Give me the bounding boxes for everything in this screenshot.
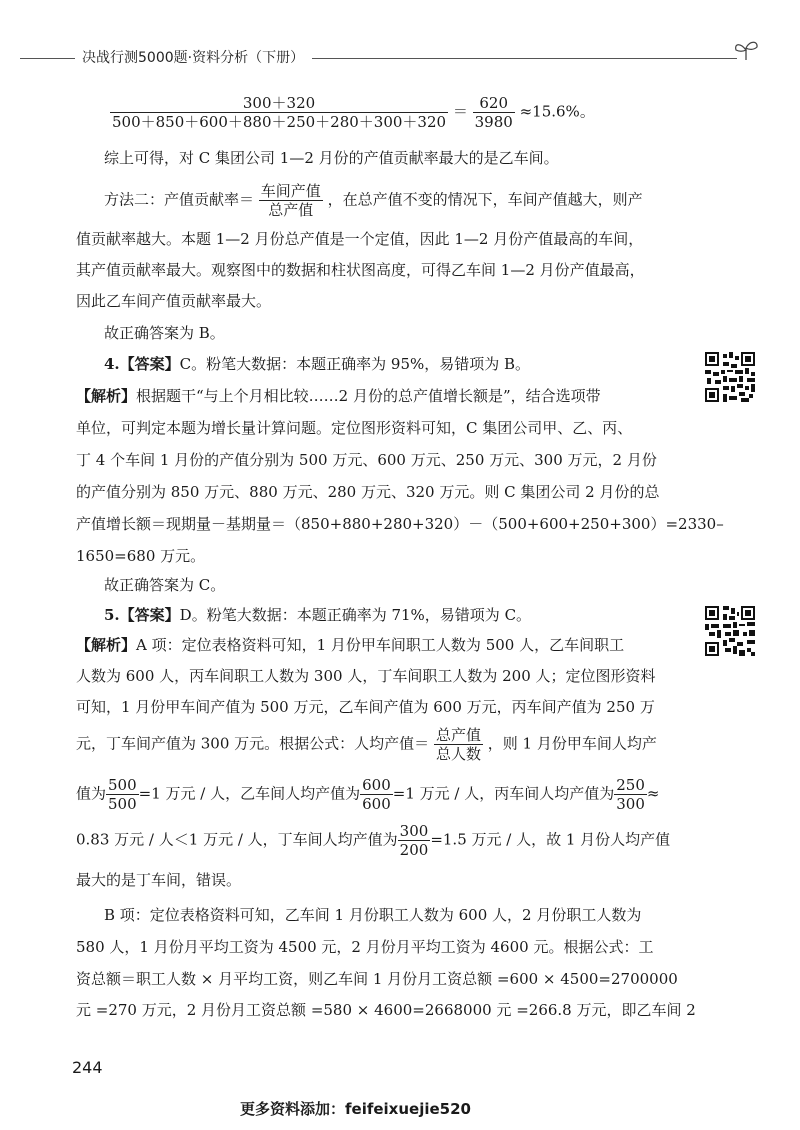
answer-label: 5.【答案】 [104,606,180,624]
text-span: ，则 1 月份甲车间人均产 [487,734,657,753]
sprout-icon [732,38,760,62]
answer-line-5 [104,605,531,625]
text-line: 综上可得，对 C 集团公司 1—2 月份的产值贡献率最大的是乙车间。 [104,149,559,167]
text-span: 根据题干“与上个月相比较……2 月份的总产值增长额是”，结合选项带 [136,387,601,405]
fraction-denominator: 600 [362,795,391,813]
text-span: A 项：定位表格资料可知，1 月份甲车间职工人数为 500 人，乙车间职工 [136,636,625,654]
fraction-main [110,94,448,131]
qr-code-icon[interactable] [705,606,755,656]
text-line: B 项：定位表格资料可知，乙车间 1 月份职工人数为 600 人，2 月份职工人数为 [104,906,642,924]
fraction-denominator: 500＋850＋600＋880＋250＋280＋300＋320 [112,113,447,131]
text-line: 其产值贡献率最大。观察图中的数据和柱状图高度，可得乙车间 1—2 月份产值最高， [76,261,645,279]
text-line: 最大的是丁车间，错误。 [76,871,242,889]
text-line: 元 =270 万元，2 月份月工资总额 =580 × 4600=2668000 元 =266.8 万元，即乙车间 2 [76,1001,696,1019]
text-line: 580 人，1 月份月平均工资为 4500 元，2 月份月平均工资为 4600 元。根据公式：工 [76,938,654,956]
fraction-numerator: 600 [362,776,391,794]
fraction-numerator: 620 [473,94,515,113]
text-span: =1.5 万元 / 人，故 1 月份人均产值 [430,830,671,849]
text-line: 的产值分别为 850 万元、880 万元、280 万元、320 万元。则 C 集团公司 2 月份的总 [76,483,660,501]
fraction-numerator: 总产值 [435,726,481,744]
fraction-denominator: 总产值 [268,201,314,219]
analysis-line-4 [76,386,601,406]
fraction-numerator: 300 [399,822,429,840]
header-title: 决战行测5000题·资料分析（下册） [82,50,305,66]
formula-result: ≈15.6%。 [519,102,595,121]
page-number: 244 [72,1058,103,1077]
analysis-label: 【解析】 [76,636,137,654]
text-line: 1650=680 万元。 [76,547,206,565]
fraction-per-capita [434,726,483,763]
text-line: 故正确答案为 C。 [104,576,226,594]
answer-line-4 [104,354,530,374]
text-span: =1 万元 / 人，乙车间人均产值为 [138,784,361,803]
fraction-bing [614,776,647,813]
text-line: 故正确答案为 B。 [104,324,225,342]
text-line: 产值增长额＝现期量－基期量＝（850+880+280+320）－（500+600+250+300）=2330– [76,515,724,533]
text-line: 人数为 600 人，丙车间职工人数为 300 人，丁车间职工人数为 200 人；定位图形资料 [76,667,656,685]
text-line: 可知，1 月份甲车间产值为 500 万元，乙车间产值为 600 万元，丙车间产值为 250 万 [76,698,655,716]
fraction-numerator: 250 [616,776,645,794]
fraction-denominator: 300 [616,795,645,813]
text-span: ，在总产值不变的情况下，车间产值越大，则产 [327,190,643,209]
analysis-label: 【解析】 [76,387,137,405]
header-rule-right [312,58,737,59]
text-span: =1 万元 / 人，丙车间人均产值为 [392,784,615,803]
header-rule-left [20,58,75,59]
fraction-denominator: 总人数 [435,745,481,763]
analysis-line-5 [76,635,624,655]
fraction-denominator: 200 [399,841,429,859]
text-span: 元，丁车间产值为 300 万元。根据公式：人均产值＝ [76,734,430,753]
text-span: 0.83 万元 / 人＜1 万元 / 人，丁车间人均产值为 [76,830,398,849]
fraction-numerator: 车间产值 [260,182,321,200]
text-line: 单位，可判定本题为增长量计算问题。定位图形资料可知，C 集团公司甲、乙、丙、 [76,419,633,437]
text-line: 值贡献率越大。本题 1—2 月份总产值是一个定值，因此 1—2 月份产值最高的车间， [76,230,644,248]
fraction-simplified [473,94,515,131]
text-line-ding [76,822,670,859]
fraction-denominator: 500 [108,795,137,813]
fraction-contribution [259,182,323,219]
text-line: 丁 4 个车间 1 月份的产值分别为 500 万元、600 万元、250 万元、300 万元，2 月份 [76,451,657,469]
equals-sign: ＝ [452,102,468,121]
fraction-yi [360,776,393,813]
formula-share-ratio [110,94,595,131]
footer-contact: 更多资料添加：feifeixuejie520 [240,1100,471,1118]
fraction-numerator: 500 [108,776,137,794]
text-span: C。粉笔大数据：本题正确率为 95%，易错项为 B。 [179,355,531,373]
fraction-jia [106,776,139,813]
text-line-fractions [76,776,659,813]
fraction-numerator: 300＋320 [110,94,448,113]
fraction-denominator: 3980 [474,113,513,131]
answer-label: 4.【答案】 [104,355,180,373]
text-line-per-capita [76,726,657,763]
qr-code-icon[interactable] [705,352,755,402]
text-span: ≈ [646,784,660,803]
text-line-method2 [104,182,643,219]
text-span: 值为 [76,784,107,803]
text-span: D。粉笔大数据：本题正确率为 71%，易错项为 C。 [179,606,532,624]
text-span: 方法二：产值贡献率＝ [104,190,255,209]
text-line: 资总额＝职工人数 × 月平均工资，则乙车间 1 月份月工资总额 =600 × 4500=2700000 [76,970,678,988]
fraction-ding [398,822,431,859]
text-line: 因此乙车间产值贡献率最大。 [76,292,272,310]
